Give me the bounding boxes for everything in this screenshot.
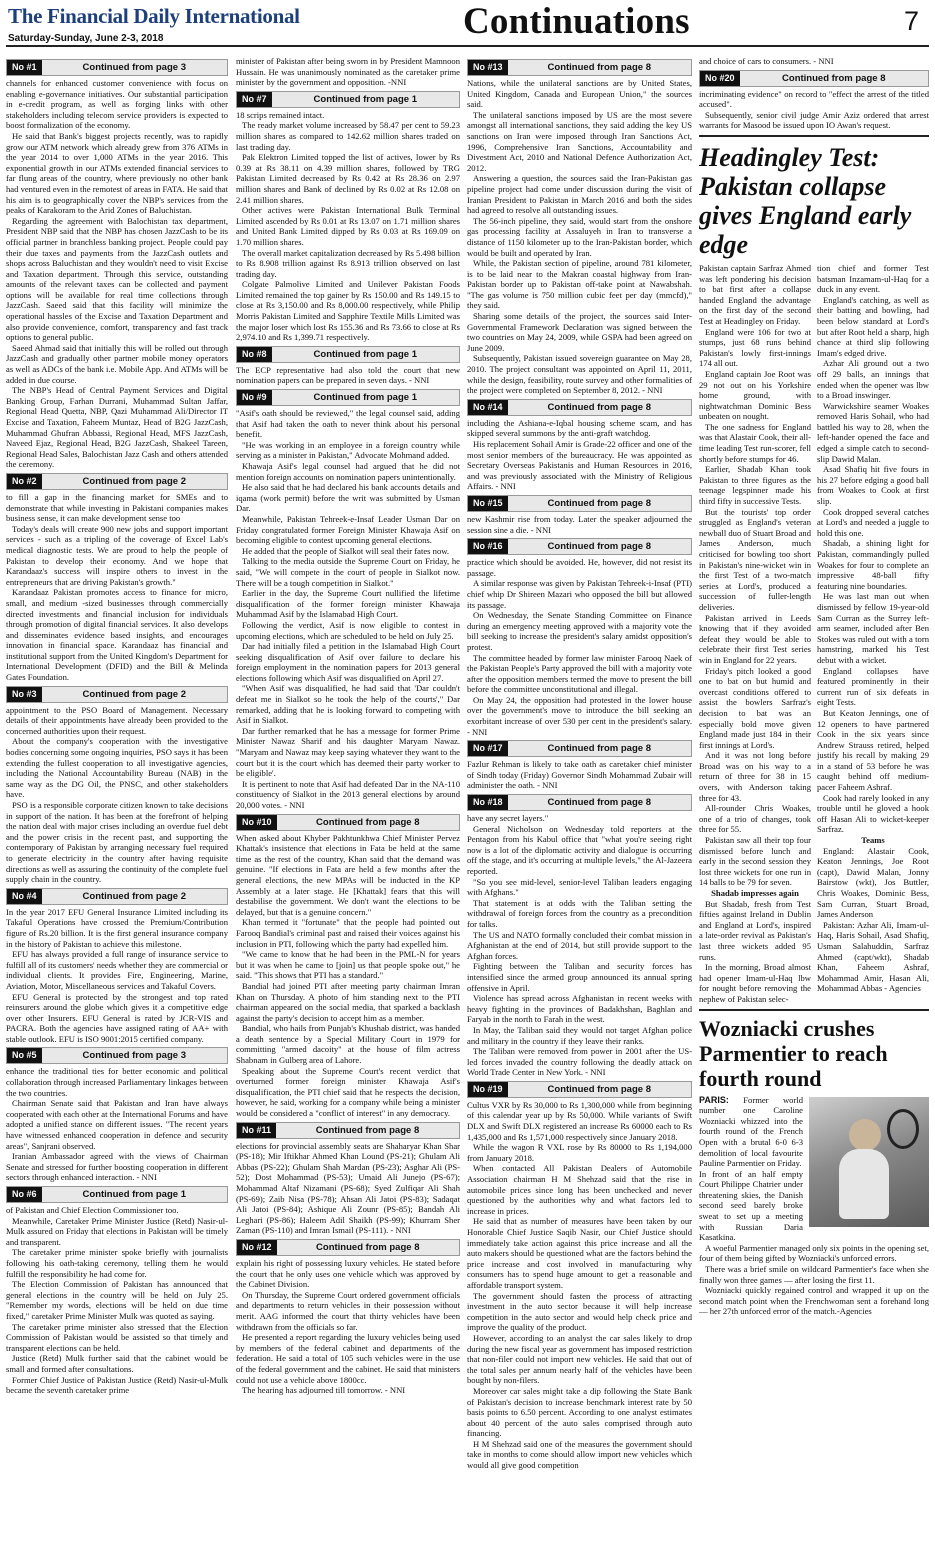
continuation-header [467, 495, 692, 512]
continuation-label: Continued from page 8 [547, 797, 651, 809]
article-paragraph: In the morning, Broad almost had opener Imam-ul-Haq lbw for nought before removing the nephew of Pakistan selec- [699, 962, 811, 1004]
article-paragraph: He said that Bank's biggest projects recently, was to rapidly grow our ATM network which already grew from 376 ATMs in the year 2014 to over 1,000 ATMs in the year 2016. This exponential growth in our ATMs extended financial services to far flung areas of the country, where previously no other bank had ventured even in the remotest of areas in FATA. He said that his aim is to geographically cover the NBP's services from the peaks of Karakoram to the Arid Zones of Baluchistan. [6, 130, 228, 216]
wozniacki-story [699, 1016, 929, 1317]
continuation-label: Continued from page 3 [82, 62, 186, 73]
article-paragraph: Meanwhile, Pakistan Tehreek-e-Insaf Leader Usman Dar on Friday congratulated former Foreign Minister Khawaja Asif on becoming eligible to contest upcoming general elections. [236, 513, 460, 546]
article-paragraph: In May, the Taliban said they would not target Afghan police and military in the country if they leave their ranks. [467, 1024, 692, 1046]
article-paragraph: England were 106 for two at stumps, just 68 runs behind Pakistan's lowly first-innings 174 all out. [699, 326, 811, 369]
continuation-number: No #14 [468, 400, 508, 415]
article-paragraph: Chairman Senate said that Pakistan and Iran have always cooperated with each other at the International Forums and have adopted a unified stance on different issues. "The recent years have witnessed enhanced cooperation in defence and security areas", Sanjrani observed. [6, 1098, 228, 1151]
article-paragraph: General Nicholson on Wednesday told reporters at the Pentagon from his Kabul office that "what you're seeing right now is a lot of the diplomatic activity and dialogue is occurring off the stage, and it's occurring at multiple levels," the Al-Jazeera reported. [467, 823, 692, 876]
headingley-story [699, 143, 929, 1005]
article-paragraph: have any secret layers." [467, 813, 549, 824]
article-paragraph: elections for provincial assembly seats are Shaharyar Khan Shar (PS-18); Mir Iftikhar Ahmed Khan Lound (PS-21); Ghulam Ali Abbas (PS-22); Ghulam Shah Mardan (PS-23); Asghar Ali (PS-52); Dost Mohammad (PS-53); Umaid Ali Junejo (PS-67); Mohammad Altaf Nizamani (PS-68); Syed Zulfiqar Ali Shah (PS-69); Zaib Nisa (PS-78); Ahsan Ali Jatoi (PS-83); Sadaqat Ali Jatoi (PS-84); Ashique Ali Zounr (PS-85); Bandah Ali Leghari (PS-86); Haleem Adil Shaikh (PS-99); Khurram Sher Zaman (PS-110) and Imran Ismail (PS-111). - NNI [236, 1140, 460, 1236]
article-paragraph: tion chief and former Test batsman Inzamam-ul-Haq for a duck in any event. [817, 262, 929, 295]
article-paragraph: He added that the people of Sialkot will seal their fates now. [242, 545, 450, 556]
wozniacki-body [699, 1095, 929, 1317]
article-paragraph: EFU has always provided a full range of insurance service to fulfill all of its customers' needs whether they are commercial or individual clients. It provides Fire, Engineering, Marine, Aviation, Motor, Miscellaneous services and Takaful Covers. [6, 949, 228, 991]
continuation-number: No #4 [7, 889, 42, 904]
continuation-header [6, 59, 228, 76]
article-paragraph: Asad Shafiq hit five fours in his 27 before edging a good ball from Woakes to Cook at first slip. [817, 464, 929, 507]
continuation-label: Continued from page 2 [82, 475, 186, 487]
column-3 [467, 56, 692, 1554]
article-paragraph: Sharing some details of the project, the sources said Inter-Governmental Framework Declaration was signed between the two countries on May 24, 2009, while GSPA had been agreed on June 2009. [467, 311, 692, 353]
article-paragraph: All-rounder Chris Woakes, one of a trio of changes, took three for 55. [699, 803, 811, 835]
continuation-header [6, 1186, 228, 1203]
article-paragraph: But Keaton Jennings, one of 12 openers to have partnered Cook in the six years since Andrew Strauss retired, helped justify his recall by making 29 in a stand of 53 before he was caught behind off medium-pacer Faheem Ashraf. [817, 707, 929, 793]
article-paragraph: But the tourists' top order struggled as England's veteran newball duo of Stuart Broad and James Anderson, much criticised for bowling too short in Pakistan's nine-wicket win in the first Test of a two-match series at Lord's, produced a succession of fuller-length deliveries. [699, 506, 811, 612]
article-paragraph: Dar further remarked that he has a message for former Prime Minister Nawaz Sharif and his daughter Maryam Nawaz. "Maryam and Nawaz may keep saying whatever they want to the court but it is the court which has deemed their party worker to be eligible'. [236, 725, 460, 779]
article-paragraph: Regarding the agreement with Balochistan tax department, President NBP said that the NBP has chosen JazzCash to be its official partner in branchless banking project. People could pay their due taxes and payments from the JazzCash outlets and shops across Baluchistan and they wouldn't need to visit Excise and Taxation department. Through this service, outstanding amounts of the relevant taxes can be collected and payment options will be available for real time collections through JazzCash. Saeed said that this facility will minimize the operational hassles of the Excise and Taxation Department and also provide convenience, comfort, transparency and fast track options to general public. [6, 215, 228, 343]
article-paragraph: Earlier, Shadab Khan took Pakistan to three figures as the teenage legspinner made his third fifty in successive Tests. [699, 464, 811, 507]
continuation-number: No #20 [700, 71, 740, 86]
continuation-number: No #11 [237, 1123, 276, 1138]
article-paragraph: Cook dropped several catches at Lord's and needed a juggle to hold this one. [817, 506, 929, 538]
article-paragraph: Cultus VXR by Rs 30,000 to Rs 1,300,000 while from beginning of this calendar year up by Rs 50,000. While variants of Swift DLX and Swift DLX registered an increase Rs 60000 each to Rs 1,435,000 and Rs 1,571,000 respectively since January 2018. [467, 1099, 692, 1142]
article-paragraph: While, the Pakistan section of pipeline, around 781 kilometer, is to be laid near to the Makran coastal highway from Iran-Pakistan border up to Pakistan off-take point at Nawabshah. "The gas volume is 750 million cubic feet per day (mmcfd)," they said. [467, 258, 692, 311]
continuation-label: Continued from page 8 [547, 62, 651, 73]
article-paragraph: A similar response was given by Pakistan Tehreek-i-Insaf (PTI) chief whip Dr Shireen Mazari who opposed the bill but allowed its passage. [467, 578, 692, 610]
article-paragraph: to fill a gap in the financing market for SMEs and to demonstrate that while investing in Pakistani companies makes business sense, it can make development sense too [6, 491, 228, 524]
article-paragraph: Fazlur Rehman is likely to take oath as caretaker chief minister of Sindh today (Friday) Governor Sindh Mohammad Zubair will administer the oath. - NNI [467, 759, 692, 791]
continuation-header [467, 399, 692, 416]
article-paragraph: In the year 2017 EFU General Insurance Limited including its Takaful Operations have crossed the Premium/Contribution figure of Rs.20 billion. It is the first general insurance company in the history of Pakistan to achieve this milestone. [6, 906, 228, 949]
continuation-header [467, 794, 692, 811]
article-paragraph: The Taliban were removed from power in 2001 after the US-led forces invaded the country following the deadly attack on World Trade Center in New York. - NNI [467, 1046, 692, 1078]
article-paragraph: explain his right of possessing luxury vehicles. He stated before the court that he only uses one vehicle which was approved by the Cabinet Division. [236, 1257, 460, 1290]
article-paragraph: appointment to the PSO Board of Management. Necessary details of their appointments have already been provided to the concerned authorities upon their request. [6, 704, 228, 736]
masthead [0, 0, 935, 56]
article-paragraph: Bandial had joined PTI after meeting party chairman Imran Khan on Thursday. A photo of him standing next to the PTI chairman appeared on the social media, that sparked a backlash against the party's decision to accept him as a member. [236, 980, 460, 1023]
continuation-header [6, 473, 228, 490]
article-paragraph: England captain Joe Root was 29 not out on his Yorkshire home ground, with nightwatchman Dominic Bess unbeaten on nought. [699, 368, 811, 422]
headingley-body [699, 263, 929, 1005]
masthead-rule [6, 45, 929, 47]
continuation-header [467, 59, 692, 76]
article-paragraph: The government should fasten the process of attracting investment in the auto sector because it will help increase competition in the auto sector and would help check price and improve the quality of the product. [467, 1290, 692, 1333]
continuation-label: Continued from page 8 [547, 743, 651, 755]
player-head-icon [849, 1119, 881, 1151]
masthead-left [8, 4, 328, 44]
continuation-label: Continued from page 2 [82, 890, 186, 902]
article-paragraph: Pak Elektron Limited topped the list of actives, lower by Rs 0.39 at Rs 38.11 on 4.39 million shares, followed by TRG Pakistan Limited decreased by Rs 0.42 at Rs 28.36 on 2.97 million shares and Bank of declined by Rs 0.02 at Rs 12.08 on 2.41 million shares. [236, 152, 460, 205]
article-paragraph: The 56-inch pipeline, they said, would start from the onshore gas processing facility at Assaluyeh in Iran to transverse a distance of 1150 kilometer up to the Iran-Pakistan border, which would be built and operated by Iran. [467, 215, 692, 258]
article-paragraph: "So you see mid-level, senior-level Taliban leaders engaging with Afghans." [467, 876, 692, 898]
article-paragraph: Moreover car sales might take a dip following the State Bank of Pakistan's decision to increase benchmark interest rate by 50 basis points to 6.50 percent. According to one analyst estimates about 40 percent of the auto sales comprised through auto financing. [467, 1385, 692, 1439]
continuation-number: No #19 [468, 1082, 508, 1097]
column-1 [6, 56, 228, 1554]
article-paragraph: Nations, while the unilateral sanctions are by United States, United Kingdom, Canada and European Union," the sources said. [467, 78, 692, 110]
article-paragraph: England collapses have featured prominently in their current run of six defeats in eight Tests. [817, 665, 929, 708]
continuation-header [467, 1081, 692, 1098]
continuation-number: No #5 [7, 1048, 42, 1063]
article-paragraph: channels for enhanced customer convenience with focus on enabling e-governance initiatives. Our substantial participation in e-credit program, as well as forging links with other stakeholders including telecom service providers is expected to boost formalization of the economy. [6, 78, 228, 131]
continuation-number: No #8 [237, 347, 272, 362]
article-paragraph: incriminating evidence" on record to "effect the arrest of the titled accused". [699, 88, 929, 110]
article-paragraph: Today's deals will create 900 new jobs and support important services - such as a tripling of the coverage of Excel Lab's medical diagnostic tests. We are proud to help the people of Pakistan to develop their economy. And we hope that Karandaaz's success will inspire others to invest in the entrepreneurs that are driving Pakistan's growth." [6, 523, 228, 587]
continuation-header [236, 814, 460, 831]
article-paragraph: He presented a report regarding the luxury vehicles being used by members of the federal cabinet and departments of the federation. He said a total of 105 such vehicles were in the use of the federal government and the cabinet. He said that ministers could not use a vehicle above 1800cc. [236, 1332, 460, 1385]
article-paragraph: About the company's cooperation with the investigative bodies concerning some ongoing inquiries, PSO says it has been extending the fullest cooperation to all investigative agencies, including the National Accountability Bureau (NAB) in the same way as the DG Oil, the PNSC, and other stakeholders have. [6, 736, 228, 800]
article-paragraph: The ECP representative had also told the court that new nomination papers can be prepared in seven days. - NNI [236, 364, 460, 386]
article-paragraph: On Wednesday, the Senate Standing Committee on Finance during an emergency meeting approved with a majority vote the bill seeking to increase the president's salary amidst opposition's protest. [467, 610, 692, 652]
article-paragraph: EFU General is protected by the strongest and top rated reinsurers around the globe which gives it a competitive edge over other Insurers. EFU General is rated by JCR-VIS and PACRA. Both the agencies have assigned rating of AA+ with stable outlook. EFU is ISO 9001:2015 certified company. [6, 991, 228, 1044]
article-paragraph: Following the verdict, Asif is now eligible to contest in upcoming elections, which are scheduled to be held on July 25. [236, 619, 460, 641]
article-paragraph: Iranian Ambassador agreed with the views of Chairman Senate and stressed for further boosting cooperation in different sectors through enhanced interaction. - NNI [6, 1151, 228, 1183]
article-paragraph: Talking to the media outside the Supreme Court on Friday, he said, "We will compete in the court of people in Sialkot now. There will be a tough competition in Sialkot." [236, 556, 460, 588]
continuation-label: Continued from page 8 [316, 816, 420, 828]
article-paragraph: Subsequently, Pakistan issued sovereign guarantee on May 28, 2010. The project consultant was appointed on April 11, 2011, while the design, feasibility, route survey and other formalities of the project were completed on September 8, 2012. - NNI [467, 353, 692, 396]
subheading: Teams [861, 835, 885, 846]
article-paragraph: A woeful Parmentier managed only six points in the opening set, four of them being gifted by Wozniacki's unforced errors. [699, 1242, 929, 1264]
continuation-header [467, 740, 692, 757]
continuation-header [467, 538, 692, 555]
tennis-racket-icon [887, 1109, 919, 1149]
article-paragraph: Pakistan saw all their top four dismissed before lunch and early in the second session they lost three wickets for one run in 14 balls to be 79 for seven. [699, 835, 811, 888]
article-paragraph: The unilateral sanctions imposed by US are the most severe amongst all international sanctions, they said adding the key US sanctions on Iran were imposed through Iran Sanctions Act, 1996, Comprehensive Iran Sanctions, Accountability and Divestment Act, 2010 and National Defence Authorization Act, 2012. [467, 109, 692, 173]
article-paragraph: Wozniacki quickly regained control and wrapped it up on the second match point when the Frenchwoman sent a forehand long — her 27th unforced error of the match.-Agencies [699, 1285, 929, 1317]
dateline: PARIS: [699, 1094, 729, 1105]
continuation-label: Continued from page 8 [547, 1083, 651, 1095]
article-paragraph: new Kashmir rise from today. Later the speaker adjourned the session sine a die. - NNI [467, 513, 692, 535]
continuation-number: No #15 [468, 496, 508, 511]
article-paragraph: Pakistan captain Sarfraz Ahmed was left pondering his decision to bat first after a collapse handed England the advantage on the first day of the second Test at Headingley on Friday. [699, 262, 811, 326]
subheading: Shadab impresses again [711, 888, 799, 898]
article-paragraph: including the Ashiana-e-Iqbal housing scheme scam, and has skipped several summons by the anti-graft watchdog. [467, 417, 692, 439]
continuation-number: No #10 [237, 815, 277, 830]
continuation-header [6, 686, 228, 703]
article-paragraph: He said that as number of measures have been taken by our Honorable Chief Justice Saqib Nasir, our Chief Justice should immediately take action against this price increase and all the auto makers should be questioned what are the factors behind the price increase and cost involved in manufacturing why consumers has to spend huge amount to get a reasonable and affordable transport system. [467, 1216, 692, 1290]
continuation-number: No #6 [7, 1187, 42, 1202]
continuation-header [236, 389, 460, 406]
article-paragraph: and choice of cars to consumers. - NNI [699, 56, 834, 66]
article-paragraph: He also said that he had declared his bank accounts details and iqama (work permit) before the writ was submitted by Usman Dar. [236, 482, 460, 514]
article-paragraph: Former Chief Justice of Pakistan Justice (Retd) Nasir-ul-Mulk became the seventh caretaker prime [6, 1374, 228, 1396]
continuation-label: Continued from page 8 [547, 541, 651, 553]
continuation-label: Continued from page 8 [547, 401, 651, 413]
article-paragraph: He was last man out when dismissed by fellow 19-year-old Sam Curran as the Surrey left-arm seamer, included after Ben Stokes was ruled out with a torn hamstring, marked his Test debut with a wicket. [817, 591, 929, 665]
continuation-label: Continued from page 8 [315, 1124, 420, 1136]
continuation-label: Continued from page 1 [313, 93, 417, 105]
article-paragraph: Saeed Ahmad said that initially this will be rolled out through JazzCash and gradually other partner mobile money operators as well as ADCs of the bank i.e. Mobile App. And ATMs will be added in due course. [6, 342, 228, 385]
article-paragraph: H M Shehzad said one of the measures the government should take in months to come should allow import new vehicles which would all give good competition [467, 1438, 692, 1471]
article-paragraph: Meanwhile, Caretaker Prime Minister Justice (Retd) Nasir-ul-Mulk assured on Friday that elections in Pakistan will be timely and transparent. [6, 1215, 228, 1247]
article-paragraph: Colgate Palmolive Limited and Unilever Pakistan Foods Limited remained the top gainer by Rs 150.00 and Rs 149.15 to close at Rs 3,150.00 and Rs 8,000.00 respectively, while Philip Morris Pakistan Limited and Sapphire Textile Mills Limited was the major loser which lost Rs 155.36 and Rs 73.66 to close at Rs 2,974.10 and Rs 1,399.71 respectively. [236, 279, 460, 343]
article-paragraph: of Pakistan and Chief Election Commissioner too. [6, 1205, 179, 1215]
article-paragraph: The caretaker prime minister also stressed that the Election Commission of Pakistan would be assisted so that timely and transparent elections can be held. [6, 1321, 228, 1353]
continuation-label: Continued from page 1 [313, 392, 417, 404]
article-paragraph: When contacted All Pakistan Dealers of Automobile Association chairman H M Shehzad said that the rise in automobile prices since long has been unchecked and never questioned by the authorities why and what factors led to increase in prices. [467, 1163, 692, 1216]
continuation-label: Continued from page 8 [316, 1241, 420, 1253]
player-body-icon [839, 1149, 889, 1219]
article-paragraph: That statement is at odds with the Taliban setting the withdrawal of foreign forces from the country as a precondition for talks. [467, 897, 692, 929]
article-paragraph: minister of Pakistan after being sworn in by President Mamnoon Hussain. He was unanimously nominated as the caretaker prime minister by the government and opposition. -NNI [236, 56, 460, 88]
article-paragraph: Shadab, a shining light for Pakistan, commandingly pulled Woakes for four to complete an impressive 48-ball fifty featuring nine boundaries. [817, 538, 929, 591]
article-paragraph: His replacement Sohail Amir is Grade-22 officer and one of the most senior members of the bureaucracy. He was appointed as Secretary Overseas Pakistanis and Human Resources in 2016, and was previously associated with the Ministry of Religious Affairs. - NNI [467, 439, 692, 492]
article-paragraph: While the wagon R VXL rose by Rs 80000 to Rs 1,194,000 from January 2018. [467, 1142, 692, 1163]
wozniacki-photo [809, 1097, 929, 1227]
continuation-number: No #16 [468, 539, 508, 554]
intro-text: Former world number one Caroline Wozniacki whizzed into the fourth round of the French Open with a brutal 6-0 6-3 demolition of local favourite Pauline Parmentier on Friday. [699, 1094, 803, 1169]
continuation-number: No #1 [7, 60, 42, 75]
article-paragraph: England: Alastair Cook, Keaton Jennings, Joe Root (capt), Dawid Malan, Jonny Bairstow (wkt), Jos Buttler, Chris Woakes, Dominic Bess, Sam Curran, Stuart Broad, James Anderson [817, 845, 929, 920]
continuation-header [236, 91, 460, 108]
continuation-label: Continued from page 2 [82, 688, 186, 700]
column-4-continuations [699, 56, 929, 131]
article-paragraph: There was a brief smile on wildcard Parmentier's face when she finally won three games — after losing the first 11. [699, 1264, 929, 1285]
article-paragraph: Subsequently, senior civil judge Amir Aziz ordered that arrest warrants for Masood be issued upon IO Awan's request. [699, 109, 929, 131]
article-paragraph: Earlier in the day, the Supreme Court nullified the lifetime disqualification of the former foreign minister Khawaja Muhammad Asif by the Islamabad High Court. [236, 588, 460, 620]
article-paragraph: When asked about Khyber Pakhtunkhwa Chief Minister Pervez Khattak's insistence that elections in Fata be held at the same time as the rest of the country, Khan said that the demand was genuine. "If elections in Fata are held a few months after the general elections, the new MPAs will be inducted in the KP Assembly at a later stage. He [Khattak] fears that this will destabilise the government. We don't want the elections to be delayed, but that is a genuine concern." [236, 832, 460, 917]
article-paragraph: Cook had rarely looked in any trouble until he gloved a hook off Hasan Ali to wicket-keeper Sarfraz. [817, 792, 929, 835]
continuation-label: Continued from page 8 [547, 497, 651, 509]
article-paragraph: The ready market volume increased by 58.47 per cent to 59.23 million shares as compared to 142.62 million shares traded on last trading day. [236, 120, 460, 152]
article-paragraph: The US and NATO formally concluded their combat mission in Afghanistan at the end of 2014, but still provide support to the Afghan forces. [467, 929, 692, 961]
continuation-number: No #7 [237, 92, 272, 107]
article-paragraph: It is pertinent to note that Asif had defeated Dar in the NA-110 constituency of Sialkot in the 2013 general elections by around 20,000 votes. - NNI [236, 778, 460, 810]
article-paragraph: On Thursday, the Supreme Court ordered government officials and departments to return vehicles in their possession without merit. AAG informed the court that thirty vehicles have been withdrawn from the officials so far. [236, 1289, 460, 1332]
article-paragraph: Bandial, who hails from Punjab's Khushab district, was handed a death sentence by a Special Military Court in 1979 for committing "armed dacoity" at the house of film actress Shabnam in Gulberg area of Lahore. [236, 1023, 460, 1066]
article-paragraph: Khawaja Asif's legal counsel had argued that he did not mention foreign accounts on nomination papers unintentionally. [236, 461, 460, 482]
continuation-header [236, 1239, 460, 1256]
headingley-right-column [817, 263, 929, 1005]
continuation-header [236, 1122, 460, 1139]
article-paragraph: Karandaaz Pakistan promotes access to finance for micro, small, and medium -sized businesses through commercially directed investments and financial inclusion for individuals through promotion of digital financial services. It also develops and disseminates evidence based insights, and encourages innovation in financial space. Karandaaz has financial and institutional support from the United Kingdom's Department for International Development (DFID) and the Bill & Melinda Gates Foundation. [6, 587, 228, 683]
continuation-number: No #13 [468, 60, 508, 75]
article-paragraph: Fighting between the Taliban and security forces has intensified since the armed group announced its annual spring offensive in April. [467, 961, 692, 993]
article-paragraph: On May 24, the opposition had protested in the lower house over the government's move to introduce the bill seeking an exorbitant increase of over 530 per cent in the president's salary. - NNI [467, 694, 692, 737]
continuation-label: Continued from page 3 [82, 1050, 186, 1062]
wozniacki-headline: Wozniacki crushes Parmentier to reach fourth round [699, 1015, 888, 1091]
column-4 [699, 56, 929, 1554]
article-paragraph: England's catching, as well as their batting and bowling, had been below standard at Lord's but after Root held a sharp, high chance at third slip following Imam's edged drive. [817, 294, 929, 358]
continuation-header [6, 888, 228, 905]
article-paragraph: Dar had initially filed a petition in the Islamabad High Court seeking disqualification of Asif over failure to declare his foreign employment in the nomination papers for 2013 general elections following which Asif was disqualified on April 27. [236, 641, 460, 683]
article-paragraph: Pakistan: Azhar Ali, Imam-ul-Haq, Haris Sohail, Asad Shafiq, Usman Salahuddin, Sarfraz Ahmed (capt/wkt), Shadab Khan, Faheem Ashraf, Mohammad Amir, Hasan Ali, Mohammad Abbas - Agencies [817, 919, 929, 994]
article-paragraph: The Election Commission of Pakistan has announced that general elections in the country will be held on July 25. "Remember my words, elections will be held on due time fixed," caretaker Prime Minister Mulk was quoted as saying. [6, 1279, 228, 1321]
article-paragraph: "Asif's oath should be reviewed," the legal counsel said, adding that Asif had taken the oath to never think about his personal benefit. [236, 408, 460, 440]
article-paragraph: However, according to an analyst the car sales likely to drop during the new fiscal year as government has imposed restriction that non-filer could not import new vehicles. He said that out of the total sales per annum nearly half of the vehicles have been bought by non-filers. [467, 1332, 692, 1386]
article-paragraph: The committee headed by former law minister Farooq Naek of the Pakistan People's Party approved the bill with a majority vote after the opposition members termed the move to present the bill before the committee unconstitutional and illegal. [467, 652, 692, 695]
article-paragraph: 18 scrips remained intact. [236, 109, 325, 120]
article-paragraph: "We came to know that he had been in the PML-N for years but it was when he came to [join] us that people spoke out," he said. "This shows that PTI has a standard." [236, 949, 460, 981]
article-paragraph: Khan termed it "fortunate" that the people had pointed out Farooq Bandial's criminal past and raised their voices against his inclusion in PTI, following which the party had expelled him. [236, 917, 460, 949]
continuation-number: No #17 [468, 741, 508, 756]
section-rule [699, 135, 929, 137]
continuation-header [6, 1047, 228, 1064]
continuation-number: No #18 [468, 795, 508, 810]
article-paragraph: practice which should be avoided. He, however, did not resist its passage. [467, 557, 692, 578]
article-paragraph: And it was not long before Broad was on his way to a return of three for 38 in 15 overs, with Anderson taking three for 43. [699, 750, 811, 803]
article-paragraph: In front of an half empty Court Philippe Chatrier under threatening skies, the Danish second seed barely broke sweat to set up a meeting with Russian Daria Kasatkina. [699, 1168, 803, 1243]
article-paragraph: Other actives were Pakistan International Bulk Terminal Limited ascended by Rs 0.01 at Rs 13.07 on 1.71 million shares and United Bank Limited dipped by Rs 0.03 at Rs 169.09 on 1.70 million shares. [236, 205, 460, 247]
article-paragraph: PSO is a responsible corporate citizen known to take decisions in support of the nation. It has been at the forefront of helping the nation deal with major crises including an overdue fuel debt and the power crisis in the recent past, and supporting the contemporary of Pakistan by arranging necessary fuel required to generate electricity in the country after having requisite directions as well as assuring the continuity of the complete fuel supply chain in the country. [6, 800, 228, 885]
column-2 [236, 56, 460, 1554]
continuation-label: Continued from page 8 [782, 72, 886, 84]
paper-name: The Financial Daily International [8, 4, 300, 28]
article-paragraph: "When Asif was disqualified, he had said that 'Dar couldn't defeat me in Sialkot so he took the help of the courts'," Dar remarked, adding that he is looking forward to competing with Asif in Sialkot. [236, 683, 460, 726]
article-paragraph: Friday's pitch looked a good one to bat on but humid and overcast conditions offered to assist the bowlers Sarfraz's decision to bat was an especially bold move given England made just 184 in their first innings at Lord's. [699, 665, 811, 750]
article-paragraph: Pakistan arrived in Leeds knowing that if they avoided defeat they would be able to celebrate their first Test series win in England for 22 years. [699, 612, 811, 665]
section-rule [699, 1009, 929, 1011]
article-paragraph: Violence has spread across Afghanistan in recent weeks with heavy fighting in the provinces of Badakhshan, Baghlan and Faryab in the north to Farah in the west. [467, 993, 692, 1025]
continuation-label: Continued from page 1 [82, 1189, 186, 1200]
article-paragraph: Azhar Ali ground out a two off 29 balls, an innings that ended when the opener was lbw to a Broad inswinger. [817, 358, 929, 401]
article-paragraph: But Shadab, fresh from Test fifties against Ireland in Dublin and England at Lord's, inspired a late-order revival as Pakistan's last three wickets added 95 runs. [699, 898, 811, 962]
article-paragraph: The NBP's Head of Central Payment Services and Digital Banking Group, Farhan Durrani, Muhammad Sultan Jaffar, Regional Head Quetta, NBP, Qazi Muhammad Ali/Director IT Excise and Taxation, Faheem Muntaz, Head of B2G JazzCash, Muhammad Ghufran Abbassi, Regional Head, MFS JazzCash, Naveed Ejaz, Regional Head, B2G JazzCash, Shakeel Tareen, Regional Head Sales, Balochistan Jazz Cash and others attended the ceremony. [6, 385, 228, 470]
continuation-header [236, 346, 460, 363]
continuation-number: No #12 [237, 1240, 277, 1255]
section-title: Continuations [463, 1, 690, 42]
continuation-label: Continued from page 1 [313, 348, 417, 360]
article-paragraph: The overall market capitalization decreased by Rs 5.498 billion to Rs 8.908 trillion against Rs 8.913 trillion observed on last trading day. [236, 247, 460, 279]
article-paragraph: Justice (Retd) Mulk further said that the cabinet would be small and formed after consultations. [6, 1353, 228, 1374]
article-paragraph: Warwickshire seamer Woakes removed Haris Sohail, who had battled his way to 28, when the left-hander opened the face and edged a simple catch to second-slip Dawid Malan. [817, 400, 929, 464]
continuation-number: No #3 [7, 687, 42, 702]
article-paragraph: Answering a question, the sources said the Iran-Pakistan gas pipeline project had come under discussion during the visit of Iranian President to Pakistan in March 2016 and both the sides had agreed to resolve all outstanding issues. [467, 173, 692, 216]
article-paragraph: Speaking about the Supreme Court's recent verdict that overturned former foreign minister Khawaja Asif's disqualification, the PTI chief said that he respects the decision, however, he said, working for a company while being a minister would be considered a "conflict of interest" in any democracy. [236, 1065, 460, 1119]
continuation-header [699, 70, 929, 87]
continuation-number: No #9 [237, 390, 272, 405]
page-number: 7 [903, 6, 919, 36]
article-paragraph: enhance the traditional ties for better economic and political collaboration through increased Parliamentary linkages between the two countries. [6, 1066, 228, 1098]
article-paragraph: "He was working in an employee in a foreign country while serving as a minister in Pakistan," Advocate Mohmand added. [236, 439, 460, 461]
continuation-number: No #2 [7, 474, 42, 489]
headingley-headline: Headingley Test: Pakistan collapse gives England early edge [699, 142, 912, 259]
article-paragraph: The hearing has adjourned till tomorrow. - NNI [242, 1385, 406, 1396]
article-paragraph: The one sadness for England was that Alastair Cook, their all-time leading Test run-scorer, fell shortly before stumps for 46. [699, 421, 811, 464]
article-paragraph: The caretaker prime minister spoke briefly with journalists following his oath-taking ceremony, telling them he would fulfill the responsibility he had come for. [6, 1247, 228, 1279]
headingley-left-column [699, 263, 811, 1005]
paper-date: Saturday-Sunday, June 2-3, 2018 [8, 33, 164, 44]
